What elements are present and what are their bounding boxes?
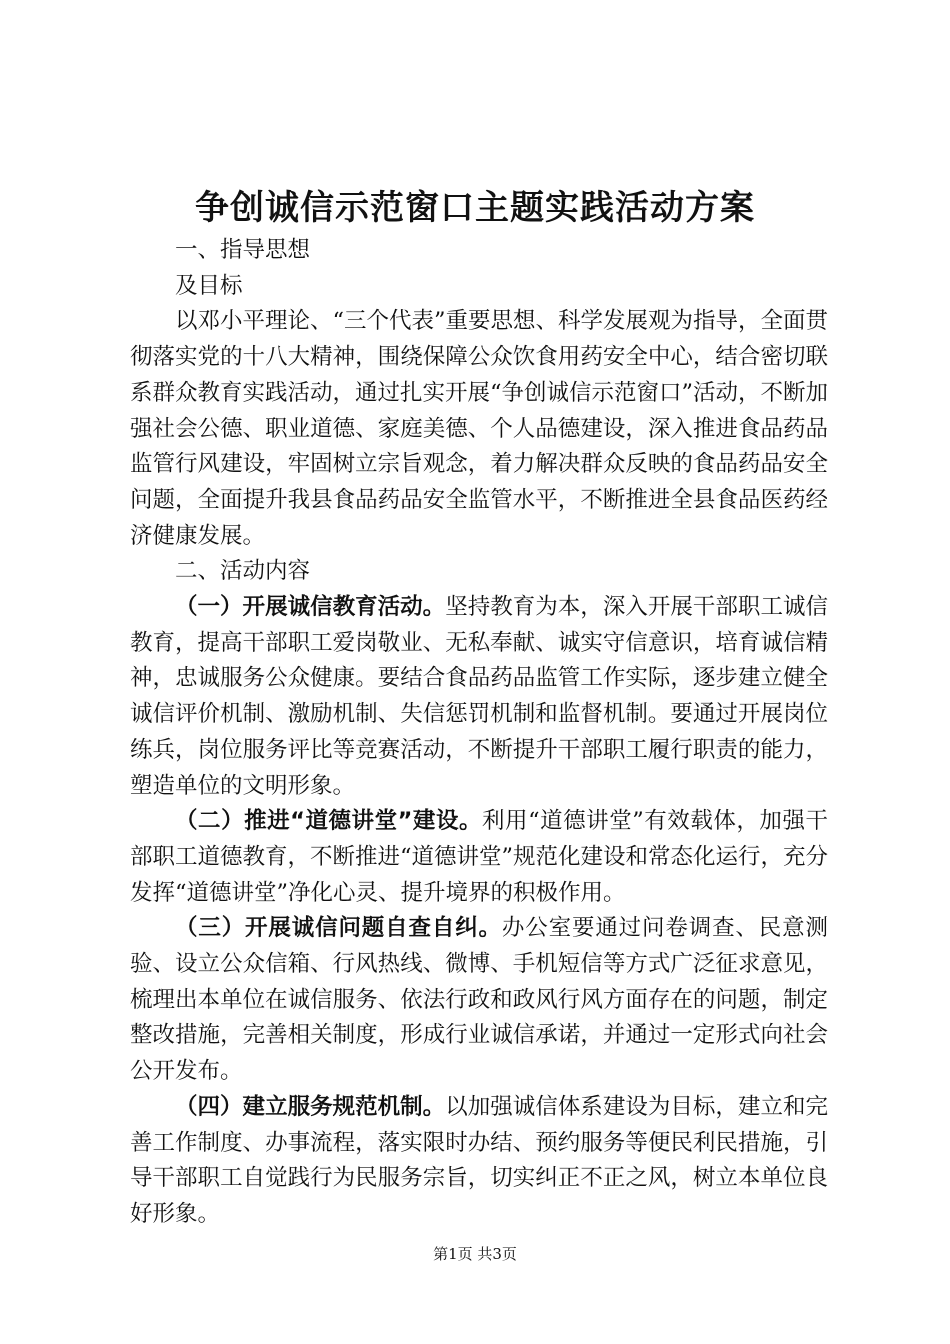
section-heading-activity-content: 二、活动内容 (175, 558, 311, 585)
item-lead: （一）开展诚信教育活动。 (175, 594, 446, 621)
item-lead: （二）推进“道德讲堂”建设。 (175, 808, 483, 835)
paragraph-item-4 (130, 1090, 828, 1233)
paragraph-item-1 (130, 590, 828, 804)
paragraph-item-2 (130, 804, 828, 911)
item-text: 办公室要通过问卷调查、民意测验、设立公众信箱、行风热线、微博、手机短信等方式广泛征求意见，梳理出本单位在诚信服务、依法行政和政风行风方面存在的问题，制定整改措施，完善相关制度，形成行业诚信承诺，并通过一定形式向社会公开发布。 (130, 915, 828, 1085)
document-body (130, 233, 828, 1233)
item-text: 以加强诚信体系建设为目标，建立和完善工作制度、办事流程，落实限时办结、预约服务等便民利民措施，引导干部职工自觉践行为民服务宗旨，切实纠正不正之风，树立本单位良好形象。 (130, 1093, 828, 1227)
document-title: 争创诚信示范窗口主题实践活动方案 (195, 188, 755, 228)
item-text: 坚持教育为本，深入开展干部职工诚信教育，提高干部职工爱岗敬业、无私奉献、诚实守信意识，培育诚信精神，忠诚服务公众健康。要结合食品药品监管工作实际，逐步建立健全诚信评价机制、激励机制、失信惩罚机制和监督机制。要通过开展岗位练兵，岗位服务评比等竞赛活动，不断提升干部职工履行职责的能力，塑造单位的文明形象。 (130, 594, 828, 799)
page-footer: 第1页 共3页 (433, 1245, 517, 1263)
paragraph-guiding-ideology: 以邓小平理论、“三个代表”重要思想、科学发展观为指导，全面贯彻落实党的十八大精神，围绕保障公众饮食用药安全中心，结合密切联系群众教育实践活动，通过扎实开展“争创诚信示范窗口”活动，不断加强社会公德、职业道德、家庭美德、个人品德建设，深入推进食品药品监管行风建设，牢固树立宗旨观念，着力解决群众反映的食品药品安全问题，全面提升我县食品药品安全监管水平，不断推进全县食品医药经济健康发展。 (130, 308, 829, 549)
item-text: 利用“道德讲堂”有效载体，加强干部职工道德教育，不断推进“道德讲堂”规范化建设和常态化运行，充分发挥“道德讲堂”净化心灵、提升境界的积极作用。 (130, 808, 829, 906)
item-lead: （三）开展诚信问题自查自纠。 (175, 915, 502, 942)
section-subheading-goals: 及目标 (175, 272, 243, 299)
item-lead: （四）建立服务规范机制。 (175, 1093, 446, 1120)
paragraph-item-3 (130, 911, 828, 1090)
section-heading-guiding-ideology: 一、指导思想 (175, 237, 311, 263)
